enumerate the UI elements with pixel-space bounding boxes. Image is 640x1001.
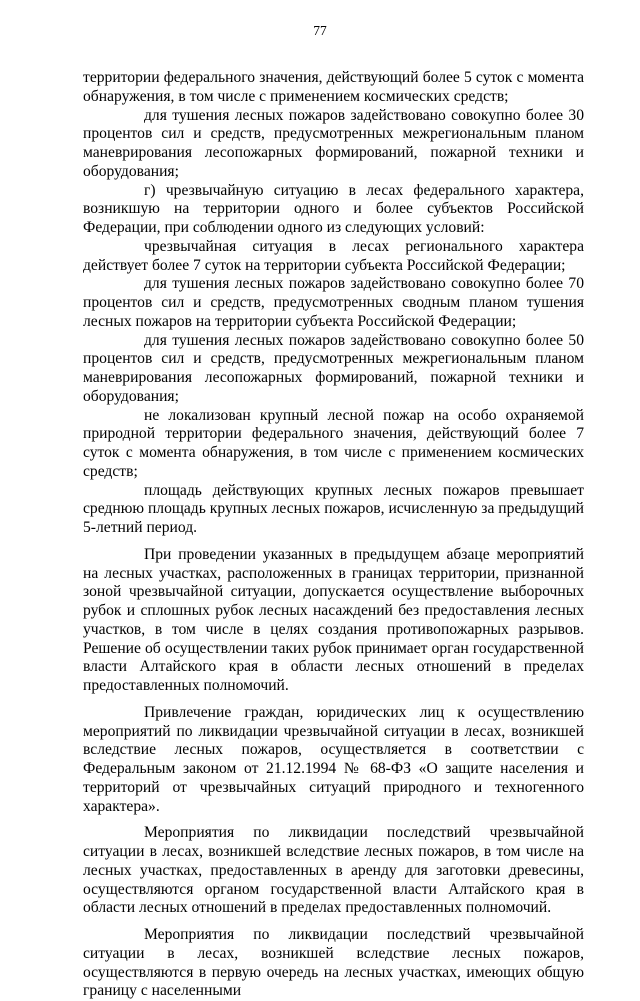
paragraph-continuation: территории федерального значения, действующий более 5 суток с момента обнаружения, в том числе с применением космических средств; (83, 69, 584, 105)
paragraph-priority-areas: Мероприятия по ликвидации последствий чрезвычайной ситуации в лесах, возникшей вследствие лесных пожаров, осуществляются в первую очередь на лесных участках, имеющих общую границу с населенными (83, 926, 584, 1000)
paragraph-condition-7-days: чрезвычайная ситуация в лесах регионального характера действует более 7 суток на территории субъекта Российской Федерации; (83, 237, 584, 274)
paragraph-consequences-measures: Мероприятия по ликвидации последствий чрезвычайной ситуации в лесах, возникшей вследствие лесных пожаров, в том числе на лесных участках, предоставленных в аренду для заготовки древесины, осуществляются органом государственной власти Алтайского края в области лесных отношений в пределах предоставленных полномочий. (83, 824, 584, 917)
paragraph-condition-30-percent: для тушения лесных пожаров задействовано совокупно более 30 процентов сил и средств, предусмотренных межрегиональным планом маневрирования лесопожарных формирований, пожарной техники и оборудования; (83, 106, 584, 180)
paragraph-condition-70-percent: для тушения лесных пожаров задействовано совокупно более 70 процентов сил и средств, предусмотренных сводным планом тушения лесных пожаров на территории субъекта Российской Федерации; (83, 275, 584, 330)
paragraph-citizens-involvement: Привлечение граждан, юридических лиц к осуществлению мероприятий по ликвидации чрезвычайной ситуации в лесах, возникшей вследствие лесных пожаров, осуществляется в соответствии с Федеральным законом от 21.12.1994 № 68-ФЗ «О защите населения и территорий от чрезвычайных ситуаций природного и техногенного характера». (83, 703, 584, 815)
paragraph-condition-area: площадь действующих крупных лесных пожаров превышает среднюю площадь крупных лесных пожаров, исчисленную за предыдущий 5-летний период. (83, 481, 584, 536)
paragraph-federal-emergency: г) чрезвычайную ситуацию в лесах федерального характера, возникшую на территории одного и более субъектов Российской Федерации, при соблюдении одного из следующих условий: (83, 181, 584, 236)
page-number: 77 (313, 23, 327, 38)
paragraph-condition-50-percent: для тушения лесных пожаров задействовано совокупно более 50 процентов сил и средств, предусмотренных межрегиональным планом маневрирования лесопожарных формирований, пожарной техники и оборудования; (83, 331, 584, 405)
paragraph-felling: При проведении указанных в предыдущем абзаце мероприятий на лесных участках, расположенных в границах территории, признанной зоной чрезвычайной ситуации, допускается осуществление выборочных рубок и сплошных рубок лесных насаждений без предоставления лесных участков, в том числе в целях создания противопожарных разрывов. Решение об осуществлении таких рубок принимает орган государственной власти Алтайского края в области лесных отношений в пределах предоставленных полномочий. (83, 545, 584, 694)
paragraph-condition-protected-territory: не локализован крупный лесной пожар на особо охраняемой природной территории федерального значения, действующий более 7 суток с момента обнаружения, в том числе с применением космических средств; (83, 406, 584, 480)
document-body (83, 69, 584, 1001)
